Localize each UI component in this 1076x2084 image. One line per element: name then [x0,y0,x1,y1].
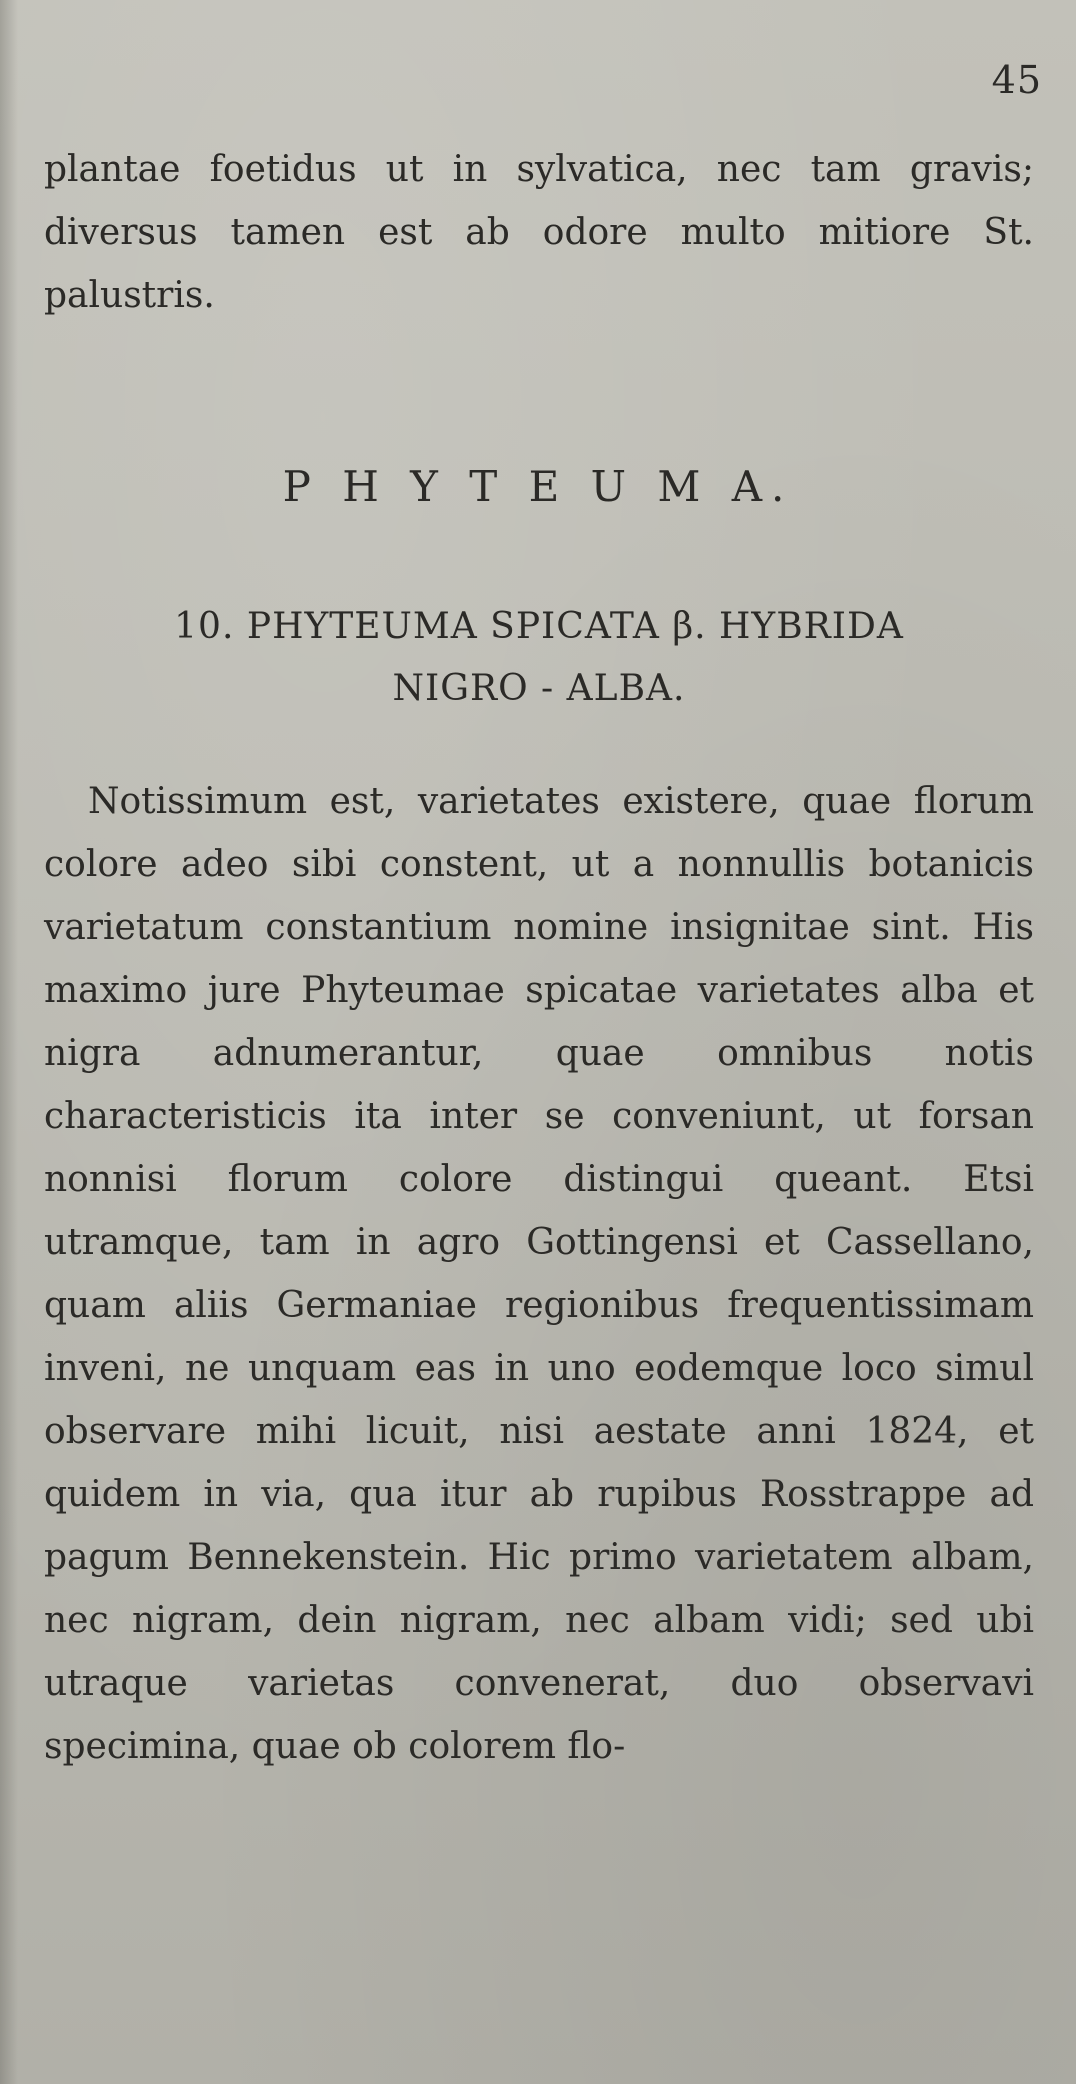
continuation-text: plantae foetidus ut in sylvatica, nec tam gravis; diversus tamen est ab odore multo mitiore St. palustris. [44,149,1034,316]
species-heading-line-1: 10. PHYTEUMA SPICATA β. HYBRIDA [174,606,904,647]
species-heading [44,596,1034,720]
genus-heading: P H Y T E U M A. [282,462,794,511]
species-heading-line-2: NIGRO - ALBA. [392,668,686,709]
page-number: 45 [991,58,1042,102]
main-paragraph-text: Notissimum est, varietates existere, quae florum colore adeo sibi constent, ut a nonnullis botanicis varietatum constantium nomine insignitae sint. His maximo jure Phyteumae spicatae varietates alba et nigra adnumerantur, quae omnibus notis characteristicis ita inter se conveniunt, ut forsan nonnisi florum colore distingui queant. Etsi utramque, tam in agro Gottingensi et Cassellano, quam aliis Germaniae regionibus frequentissimam inveni, ne unquam eas in uno eodemque loco simul observare mihi licuit, nisi aestate anni 1824, et quidem in via, qua itur ab rupibus Rosstrappe ad pagum Bennekenstein. Hic primo varietatem albam, nec nigram, dein nigram, nec albam vidi; sed ubi utraque varietas convenerat, duo observavi specimina, quae ob colorem flo- [44,781,1034,1767]
continuation-paragraph [44,138,1034,327]
page-edge-shadow [0,0,18,2084]
main-paragraph [44,770,1034,1778]
